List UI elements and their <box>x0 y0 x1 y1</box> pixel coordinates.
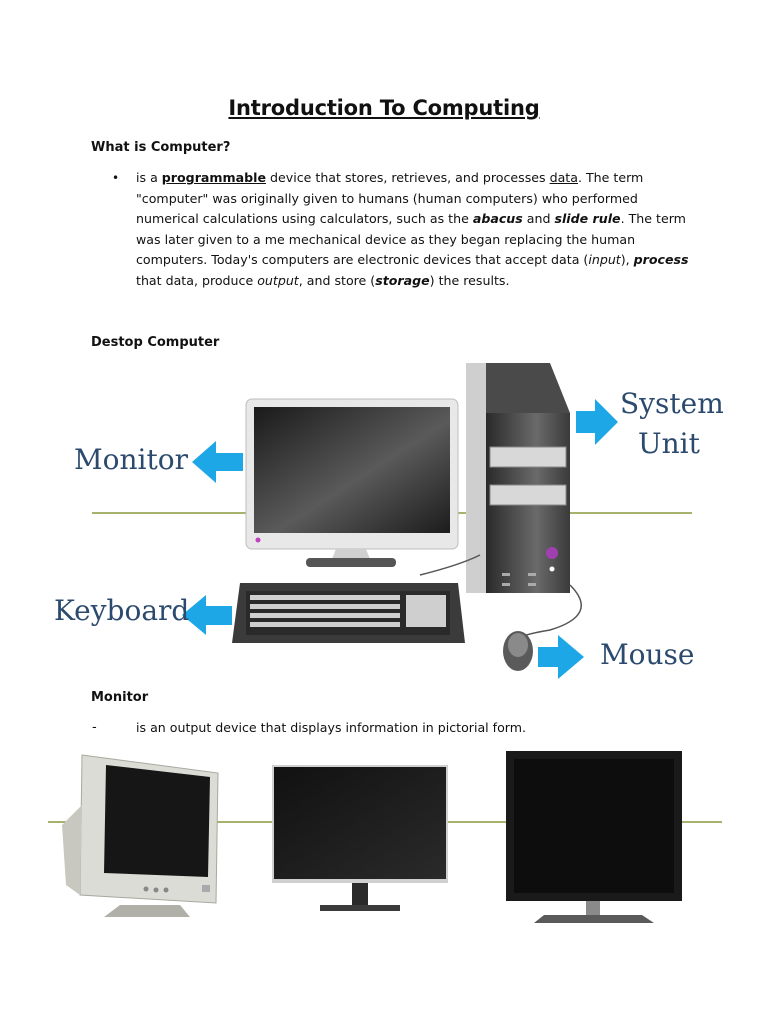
label-keyboard: Keyboard <box>54 594 190 627</box>
flat-panel-monitor-image <box>506 751 682 923</box>
keyboard-image <box>232 583 465 643</box>
arrow-right-system-icon <box>576 399 618 445</box>
section-heading-monitor: Monitor <box>91 690 149 705</box>
crt-monitor-image <box>62 755 218 917</box>
term-output: output <box>257 272 299 288</box>
label-monitor: Monitor <box>74 443 189 476</box>
monitor-types-illustration <box>40 745 730 930</box>
term-data: data <box>549 170 578 185</box>
term-slide-rule: slide rule <box>554 211 621 226</box>
term-programmable: programmable <box>161 170 267 185</box>
bullet-marker: • <box>112 171 120 185</box>
system-unit-image <box>466 363 570 593</box>
label-mouse: Mouse <box>600 638 695 671</box>
arrow-right-mouse-icon <box>538 635 584 679</box>
section-heading-desktop-computer: Destop Computer <box>91 335 220 350</box>
term-storage: storage <box>375 272 430 288</box>
term-process: process <box>633 252 689 267</box>
arrow-left-keyboard-icon <box>182 595 232 635</box>
term-input: input <box>588 252 621 267</box>
label-unit: Unit <box>638 427 700 460</box>
monitor-image <box>246 399 458 567</box>
mouse-image <box>503 631 533 671</box>
arrow-left-monitor-icon <box>192 441 243 483</box>
term-abacus: abacus <box>472 211 523 226</box>
label-system: System <box>620 387 724 420</box>
computer-definition-paragraph: is a programmable device that stores, retrieves, and processes data. The term "computer" was originally given to humans (human computers) who performed numerical calculations using calculators, such as the abacus and slide rule. The term was later given to a me mechanical device as they began replacing the human computers. Today's computers are electronic devices that accept data (input), process that data, produce output, and store (storage) the results. <box>136 170 689 288</box>
page-title: Introduction To Computing <box>228 96 540 120</box>
dash-marker: - <box>92 720 97 735</box>
lcd-monitor-image <box>272 765 448 911</box>
section-heading-what-is-computer: What is Computer? <box>91 140 231 155</box>
monitor-definition: is an output device that displays information in pictorial form. <box>136 720 527 735</box>
